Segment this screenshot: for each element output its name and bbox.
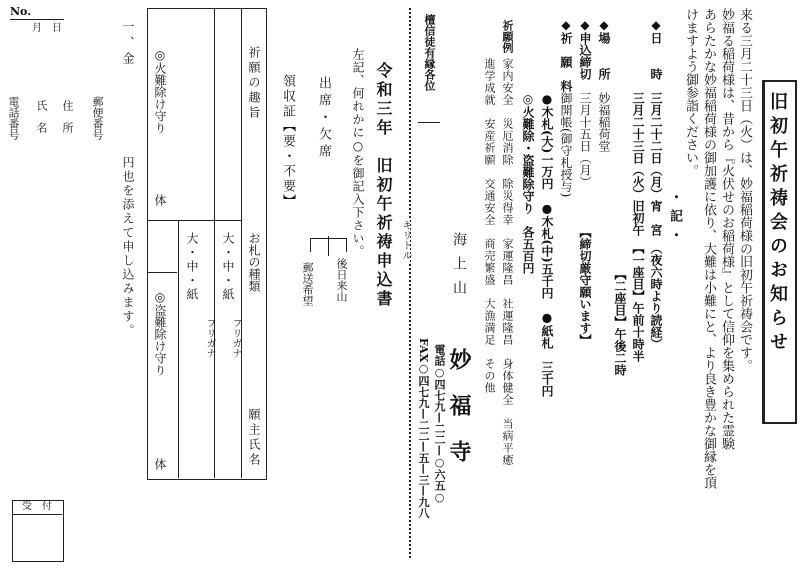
table-row-line-2 — [147, 272, 177, 273]
money-label: 一、金 — [121, 20, 135, 68]
name-field[interactable]: 氏 名 — [35, 100, 48, 133]
fee-line-2: ●木札(大)一万円 ●木札(中)五千円 ●紙札 三千円 — [540, 92, 554, 397]
date-field[interactable]: 月 日 — [32, 23, 62, 34]
date-line-2: 三月二十三日（火）旧初午 【一座目】午前十時半 — [631, 92, 645, 362]
furigana-label-2: フリガナ — [204, 318, 215, 358]
name-header: 願主氏名 — [247, 408, 261, 468]
size-choice-2[interactable]: 大・中・紙 — [185, 232, 199, 302]
size-choice-1[interactable]: 大・中・紙 — [221, 232, 235, 302]
cut-line — [409, 8, 411, 558]
intro-line-3: あらたかな妙福稲荷様の御加護に依り、大難は小難にと、より良き豊かな御縁を頂 — [701, 8, 716, 489]
postal-field[interactable]: 郵便番号 — [91, 96, 104, 140]
fee-line-3: ◎火難除・盗難除守り 各五百円 — [521, 92, 535, 274]
addressee-underline — [418, 122, 440, 123]
address-field[interactable]: 住 所 — [61, 100, 74, 133]
no-label: No. — [10, 5, 32, 18]
attendance-bracket-l — [310, 238, 311, 252]
table-row-line — [147, 220, 241, 221]
examples-label: 祈願例 — [501, 20, 514, 53]
table-col-3 — [178, 220, 179, 478]
intro-line-2: 妙福る稲荷様は、昔から『火伏せのお稲荷様』として信仰を集められた霊験 — [719, 8, 734, 450]
received-label: 受 付 — [22, 501, 52, 512]
theft-charm[interactable]: ◎盗難除け守り — [153, 290, 167, 376]
fee-line-1: 御開帳(御守札授与) — [559, 92, 573, 198]
kiritori-label: キリトル — [400, 220, 411, 260]
wish-header: 祈願の趣旨 — [247, 46, 261, 121]
intro-line-1: 来る三月二十三日（火）は、妙福稲荷様の旧初午祈祷会です。 — [737, 8, 752, 372]
money-suffix: 円也を添えて申し込みます。 — [121, 156, 135, 338]
fire-charm-unit: 体 — [153, 194, 167, 206]
form-instruction: 左記、何れかに○を御記入下さい。 — [351, 48, 365, 258]
no-underline — [10, 19, 64, 20]
furigana-label-1: フリガナ — [230, 318, 241, 358]
theft-charm-unit: 体 — [153, 458, 167, 470]
temple-tel: 電話○四七九—二二—○六五○ — [433, 344, 446, 504]
deadline-note: 【締切厳守願います】 — [578, 226, 592, 346]
attendance-bracket-h — [310, 238, 346, 239]
attendance-bracket — [328, 236, 329, 256]
attendance-choice[interactable]: 出席・欠席 — [316, 76, 331, 161]
date-label: ◆日 時 — [649, 18, 663, 80]
deadline-value: 三月十五日（月） — [578, 92, 592, 188]
intro-line-4: けますよう御参詣ください。 — [683, 8, 698, 177]
page-title: 旧初午祈祷会のお知らせ — [767, 92, 788, 356]
table-col-2 — [214, 8, 215, 478]
deadline-label: ◆申込締切 — [578, 18, 592, 80]
ki-marker: ・記・ — [667, 190, 682, 247]
fire-charm[interactable]: ◎火難除け守り — [153, 48, 167, 134]
form-title: 令和三年 旧初午祈祷申込書 — [374, 62, 393, 309]
mail-option[interactable]: 郵送希望 — [301, 262, 314, 306]
phone-field[interactable]: 電話番号 — [7, 96, 20, 140]
date-line-1: 三月二十二日（月）宵 宮 （夜六時より読経） — [649, 92, 663, 350]
examples-row-2: 進学成就 安産祈願 交通安全 商売繁盛 大漁満足 その他 — [483, 58, 496, 394]
date-line-3: 【二座目】午後二時 — [613, 268, 627, 376]
receipt-choice[interactable]: 領収証【要・不要】 — [280, 74, 295, 209]
form-addressee: 檀信徒有縁各位 — [423, 14, 436, 91]
temple-name: 妙福寺 — [446, 348, 472, 486]
later-visit-option[interactable]: 後日来山 — [335, 258, 348, 302]
charm-header: お札の種類 — [247, 232, 261, 292]
place-label: ◆場 所 — [597, 18, 611, 80]
temple-mountain: 海上山 — [451, 232, 467, 304]
examples-row-1: 家内安全 災厄消除 除災得幸 家運隆昌 社運隆昌 身体健全 当病平癒 — [501, 58, 514, 466]
temple-fax: FAX○四七九—二二—五—三—九八 — [417, 338, 430, 519]
attendance-bracket-r — [346, 238, 347, 252]
table-col-1 — [241, 8, 242, 478]
received-box-divider — [12, 514, 62, 515]
fee-label: ◆祈 願 料 — [559, 18, 573, 92]
place-value: 妙福稲荷堂 — [597, 92, 611, 152]
